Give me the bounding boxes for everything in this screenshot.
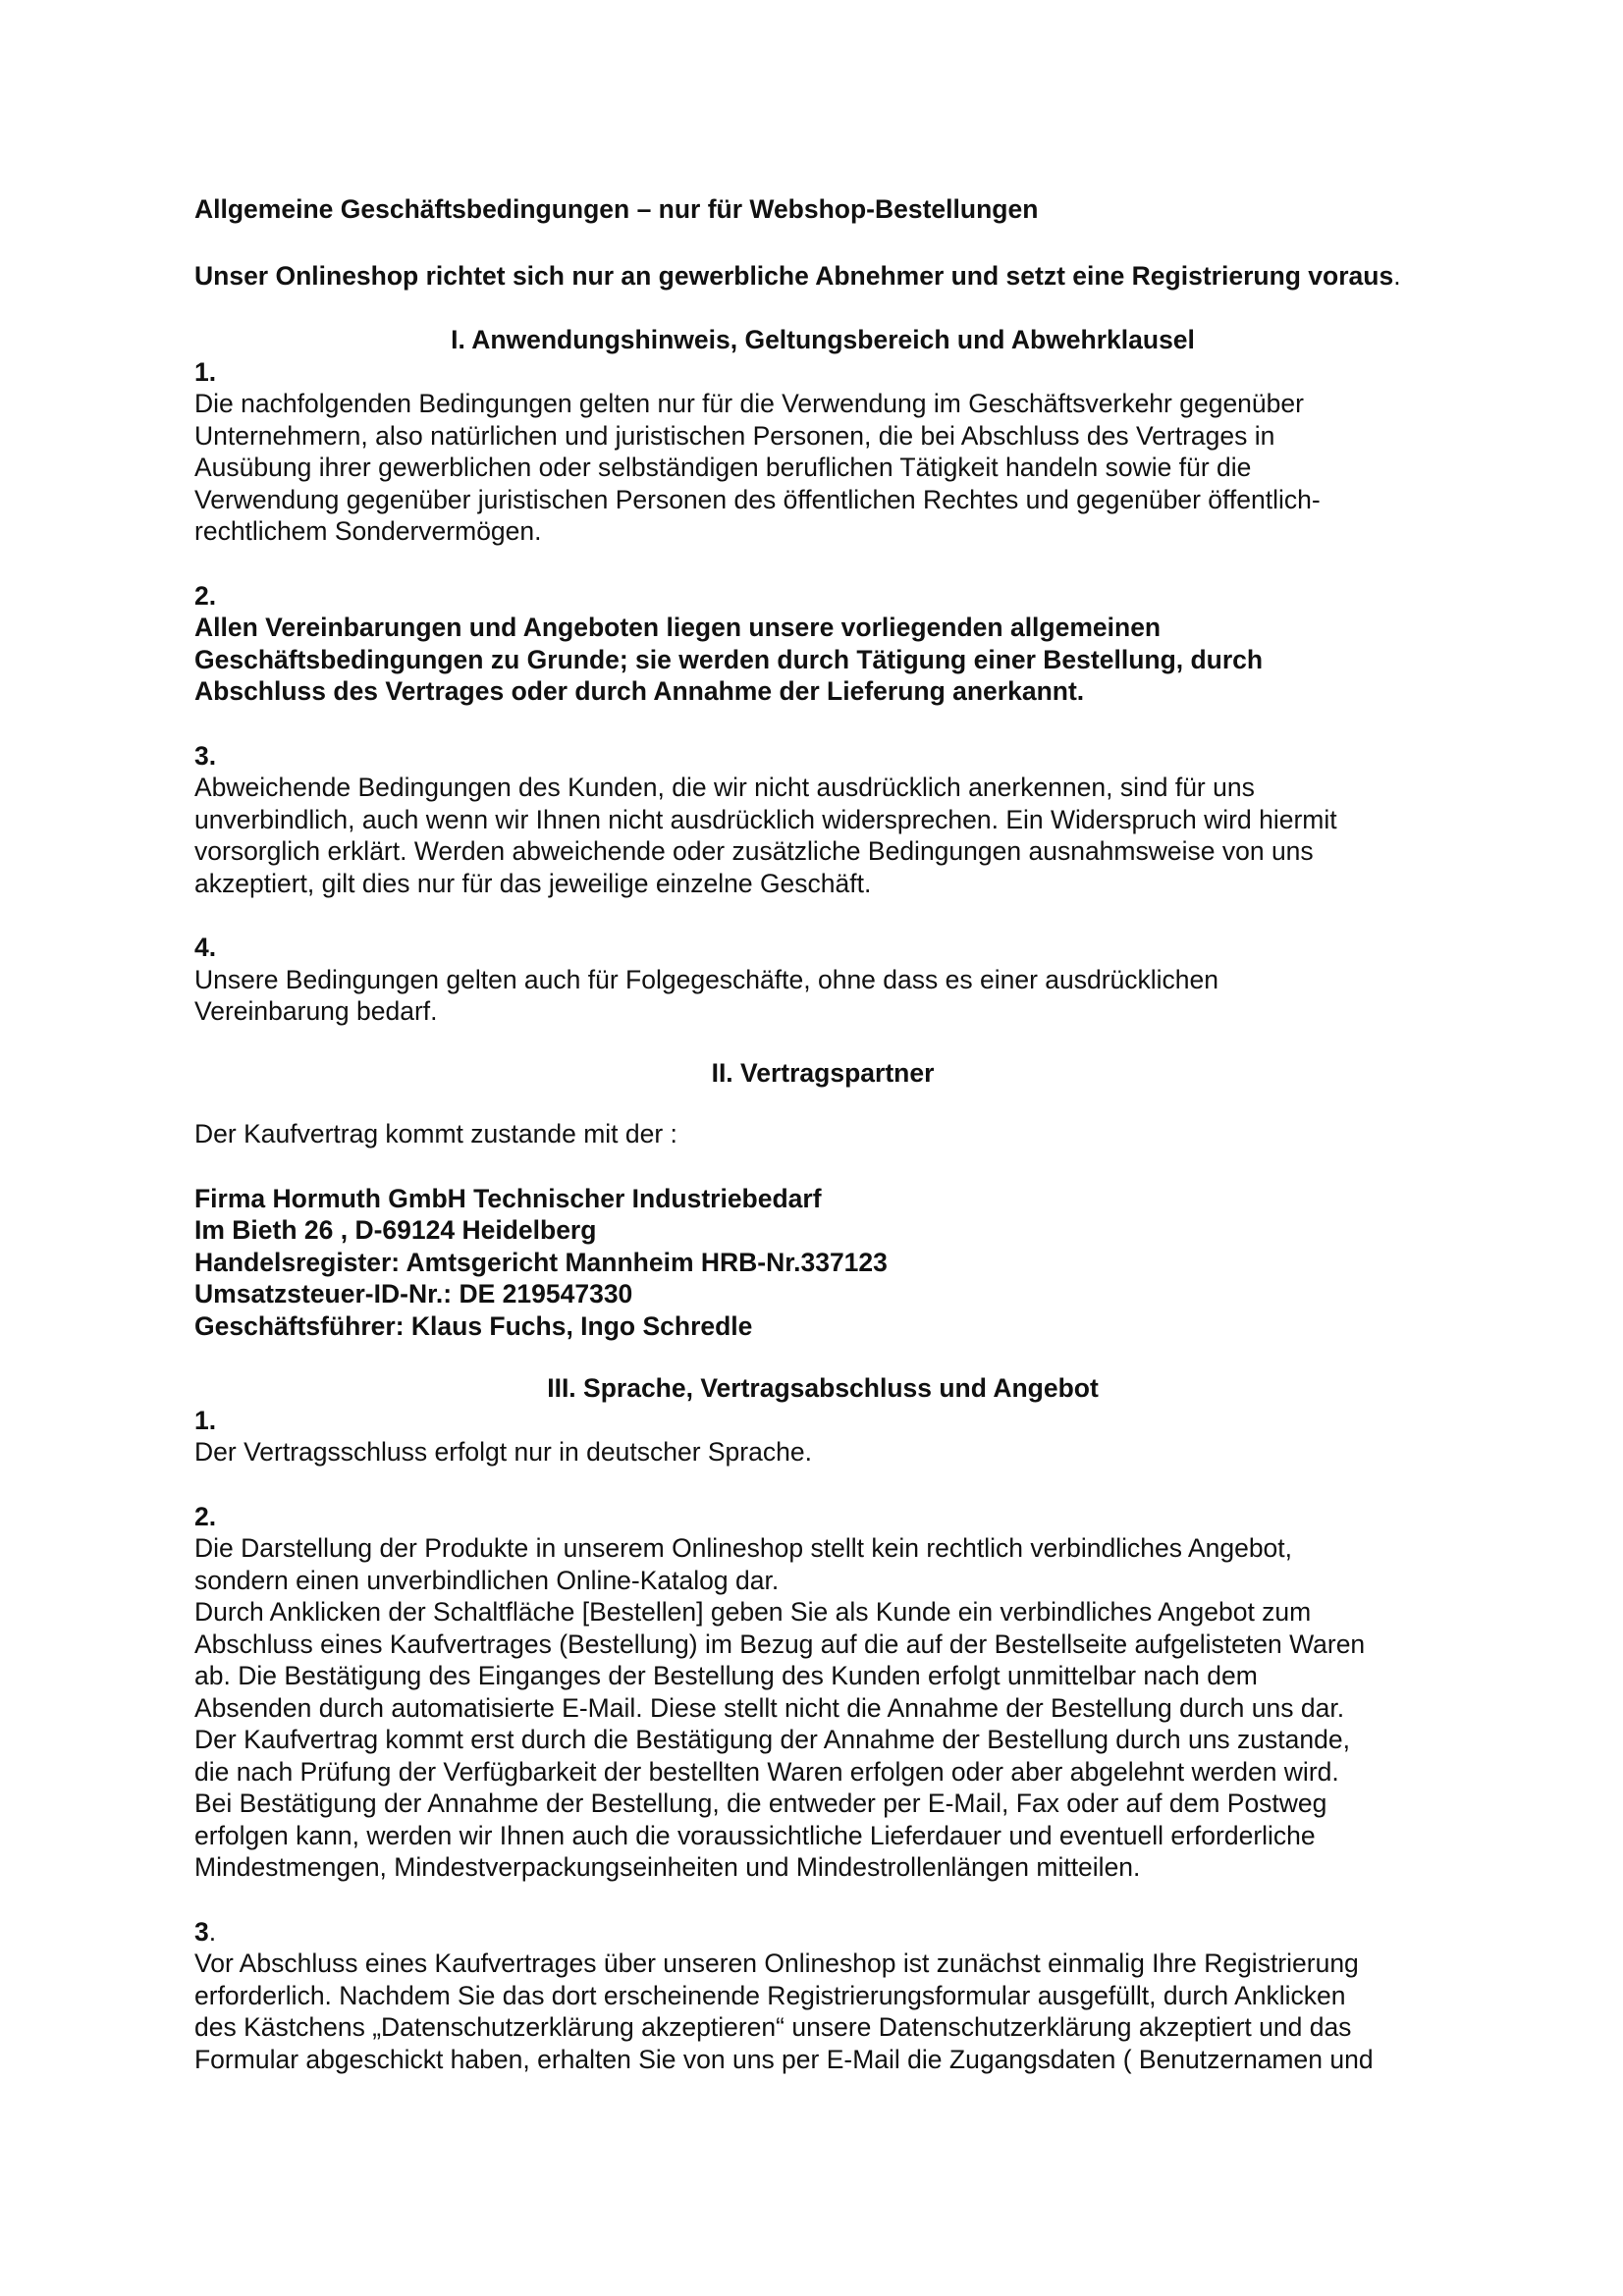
- company-name: Firma Hormuth GmbH Technischer Industriebedarf: [194, 1183, 822, 1213]
- s3-item-3-number: [194, 1916, 1451, 1949]
- section-1-heading: I. Anwendungshinweis, Geltungsbereich und Abwehrklausel: [451, 325, 1195, 354]
- s1-item-3-text: Abweichende Bedingungen des Kunden, die wir nicht ausdrücklich anerkennen, sind für uns unverbindlich, auch wenn wir Ihnen nicht ausdrücklich widersprechen. Ein Widerspruch wird hiermit vorsorglich erklärt. Werden abweichende oder zusätzliche Bedingungen ausnahmsweise von uns akzeptiert, gilt dies nur für das jeweilige einzelne Geschäft.: [194, 773, 1337, 898]
- document-title: Allgemeine Geschäftsbedingungen – nur für Webshop-Bestellungen: [194, 194, 1039, 224]
- s1-item-4-number: 4.: [194, 933, 217, 962]
- document-page: [194, 193, 1451, 2075]
- s3-item-2-number: 2.: [194, 1501, 217, 1531]
- s1-item-3-number: 3.: [194, 740, 217, 771]
- s3-item-3-number-digit: 3: [194, 1916, 209, 1947]
- company-register: Handelsregister: Amtsgericht Mannheim HRB-Nr.337123: [194, 1247, 888, 1277]
- s1-item-1-text: Die nachfolgenden Bedingungen gelten nur für die Verwendung im Geschäftsverkehr gegenüber Unternehmern, also natürlichen und juristischen Personen, die bei Abschluss des Vertrages in Ausübung ihrer gewerblichen oder selbständigen beruflichen Tätigkeit handeln sowie für die Verwendung gegenüber juristischen Personen des öffentlichen Rechtes und gegenüber öffentlich- rechtlichem Sondervermögen.: [194, 389, 1321, 546]
- company-vat-id: Umsatzsteuer-ID-Nr.: DE 219547330: [194, 1279, 633, 1308]
- s1-item-2-number: 2.: [194, 580, 217, 611]
- company-managers: Geschäftsführer: Klaus Fuchs, Ingo Schredle: [194, 1310, 753, 1341]
- section-2-heading: II. Vertragspartner: [711, 1057, 935, 1088]
- s2-intro-text: Der Kaufvertrag kommt zustande mit der :: [194, 1119, 677, 1148]
- s1-item-1-number: 1.: [194, 356, 217, 387]
- company-address: Im Bieth 26 , D-69124 Heidelberg: [194, 1215, 597, 1245]
- company-details: [194, 1183, 1451, 1343]
- section-3-heading: III. Sprache, Vertragsabschluss und Angebot: [547, 1373, 1099, 1403]
- intro-bold-text: Unser Onlineshop richtet sich nur an gewerbliche Abnehmer und setzt eine Registrierung voraus: [194, 260, 1394, 291]
- s3-item-3-text: Vor Abschluss eines Kaufvertrages über unseren Onlineshop ist zunächst einmalig Ihre Registrierung erforderlich. Nachdem Sie das dort erscheinende Registrierungsformular ausgefüllt, durch Anklicken des Kästchens „Datenschutzerklärung akzeptieren“ unsere Datenschutzerklärung akzeptiert und das Formular abgeschickt haben, erhalten Sie von uns per E-Mail die Zugangsdaten ( Benutzernamen und: [194, 1949, 1374, 2074]
- s3-item-1-number: 1.: [194, 1405, 217, 1435]
- intro-paragraph: [194, 260, 1451, 293]
- s3-item-2-text: Die Darstellung der Produkte in unserem Onlineshop stellt kein rechtlich verbindliches Angebot, sondern einen unverbindlichen Online-Katalog dar. Durch Anklicken der Schaltfläche [Bestellen] geben Sie als Kunde ein verbindliches Angebot zum Abschluss eines Kaufvertrages (Bestellung) im Bezug auf die auf der Bestellseite aufgelisteten Waren ab. Die Bestätigung des Einganges der Bestellung des Kunden erfolgt unmittelbar nach dem Absenden durch automatisierte E-Mail. Diese stellt nicht die Annahme der Bestellung durch uns dar. Der Kaufvertrag kommt erst durch die Bestätigung der Annahme der Bestellung durch uns zustande, die nach Prüfung der Verfügbarkeit der bestellten Waren erfolgen oder aber abgelehnt werden wird. Bei Bestätigung der Annahme der Bestellung, die entweder per E-Mail, Fax oder auf dem Postweg erfolgen kann, werden wir Ihnen auch die voraussichtliche Lieferdauer und eventuell erforderliche Mindestmengen, Mindestverpackungseinheiten und Mindestrollenlängen mitteilen.: [194, 1533, 1366, 1882]
- s1-item-2-text: Allen Vereinbarungen und Angeboten liegen unsere vorliegenden allgemeinen Geschäftsbedingungen zu Grunde; sie werden durch Tätigung einer Bestellung, durch Abschluss des Vertrages oder durch Annahme der Lieferung anerkannt.: [194, 613, 1264, 706]
- s3-item-3-number-dot: .: [208, 1916, 217, 1947]
- intro-end-text: .: [1393, 260, 1401, 291]
- s3-item-1-text: Der Vertragsschluss erfolgt nur in deutscher Sprache.: [194, 1437, 812, 1467]
- s1-item-4-text: Unsere Bedingungen gelten auch für Folgegeschäfte, ohne dass es einer ausdrücklichen Vereinbarung bedarf.: [194, 964, 1219, 1026]
